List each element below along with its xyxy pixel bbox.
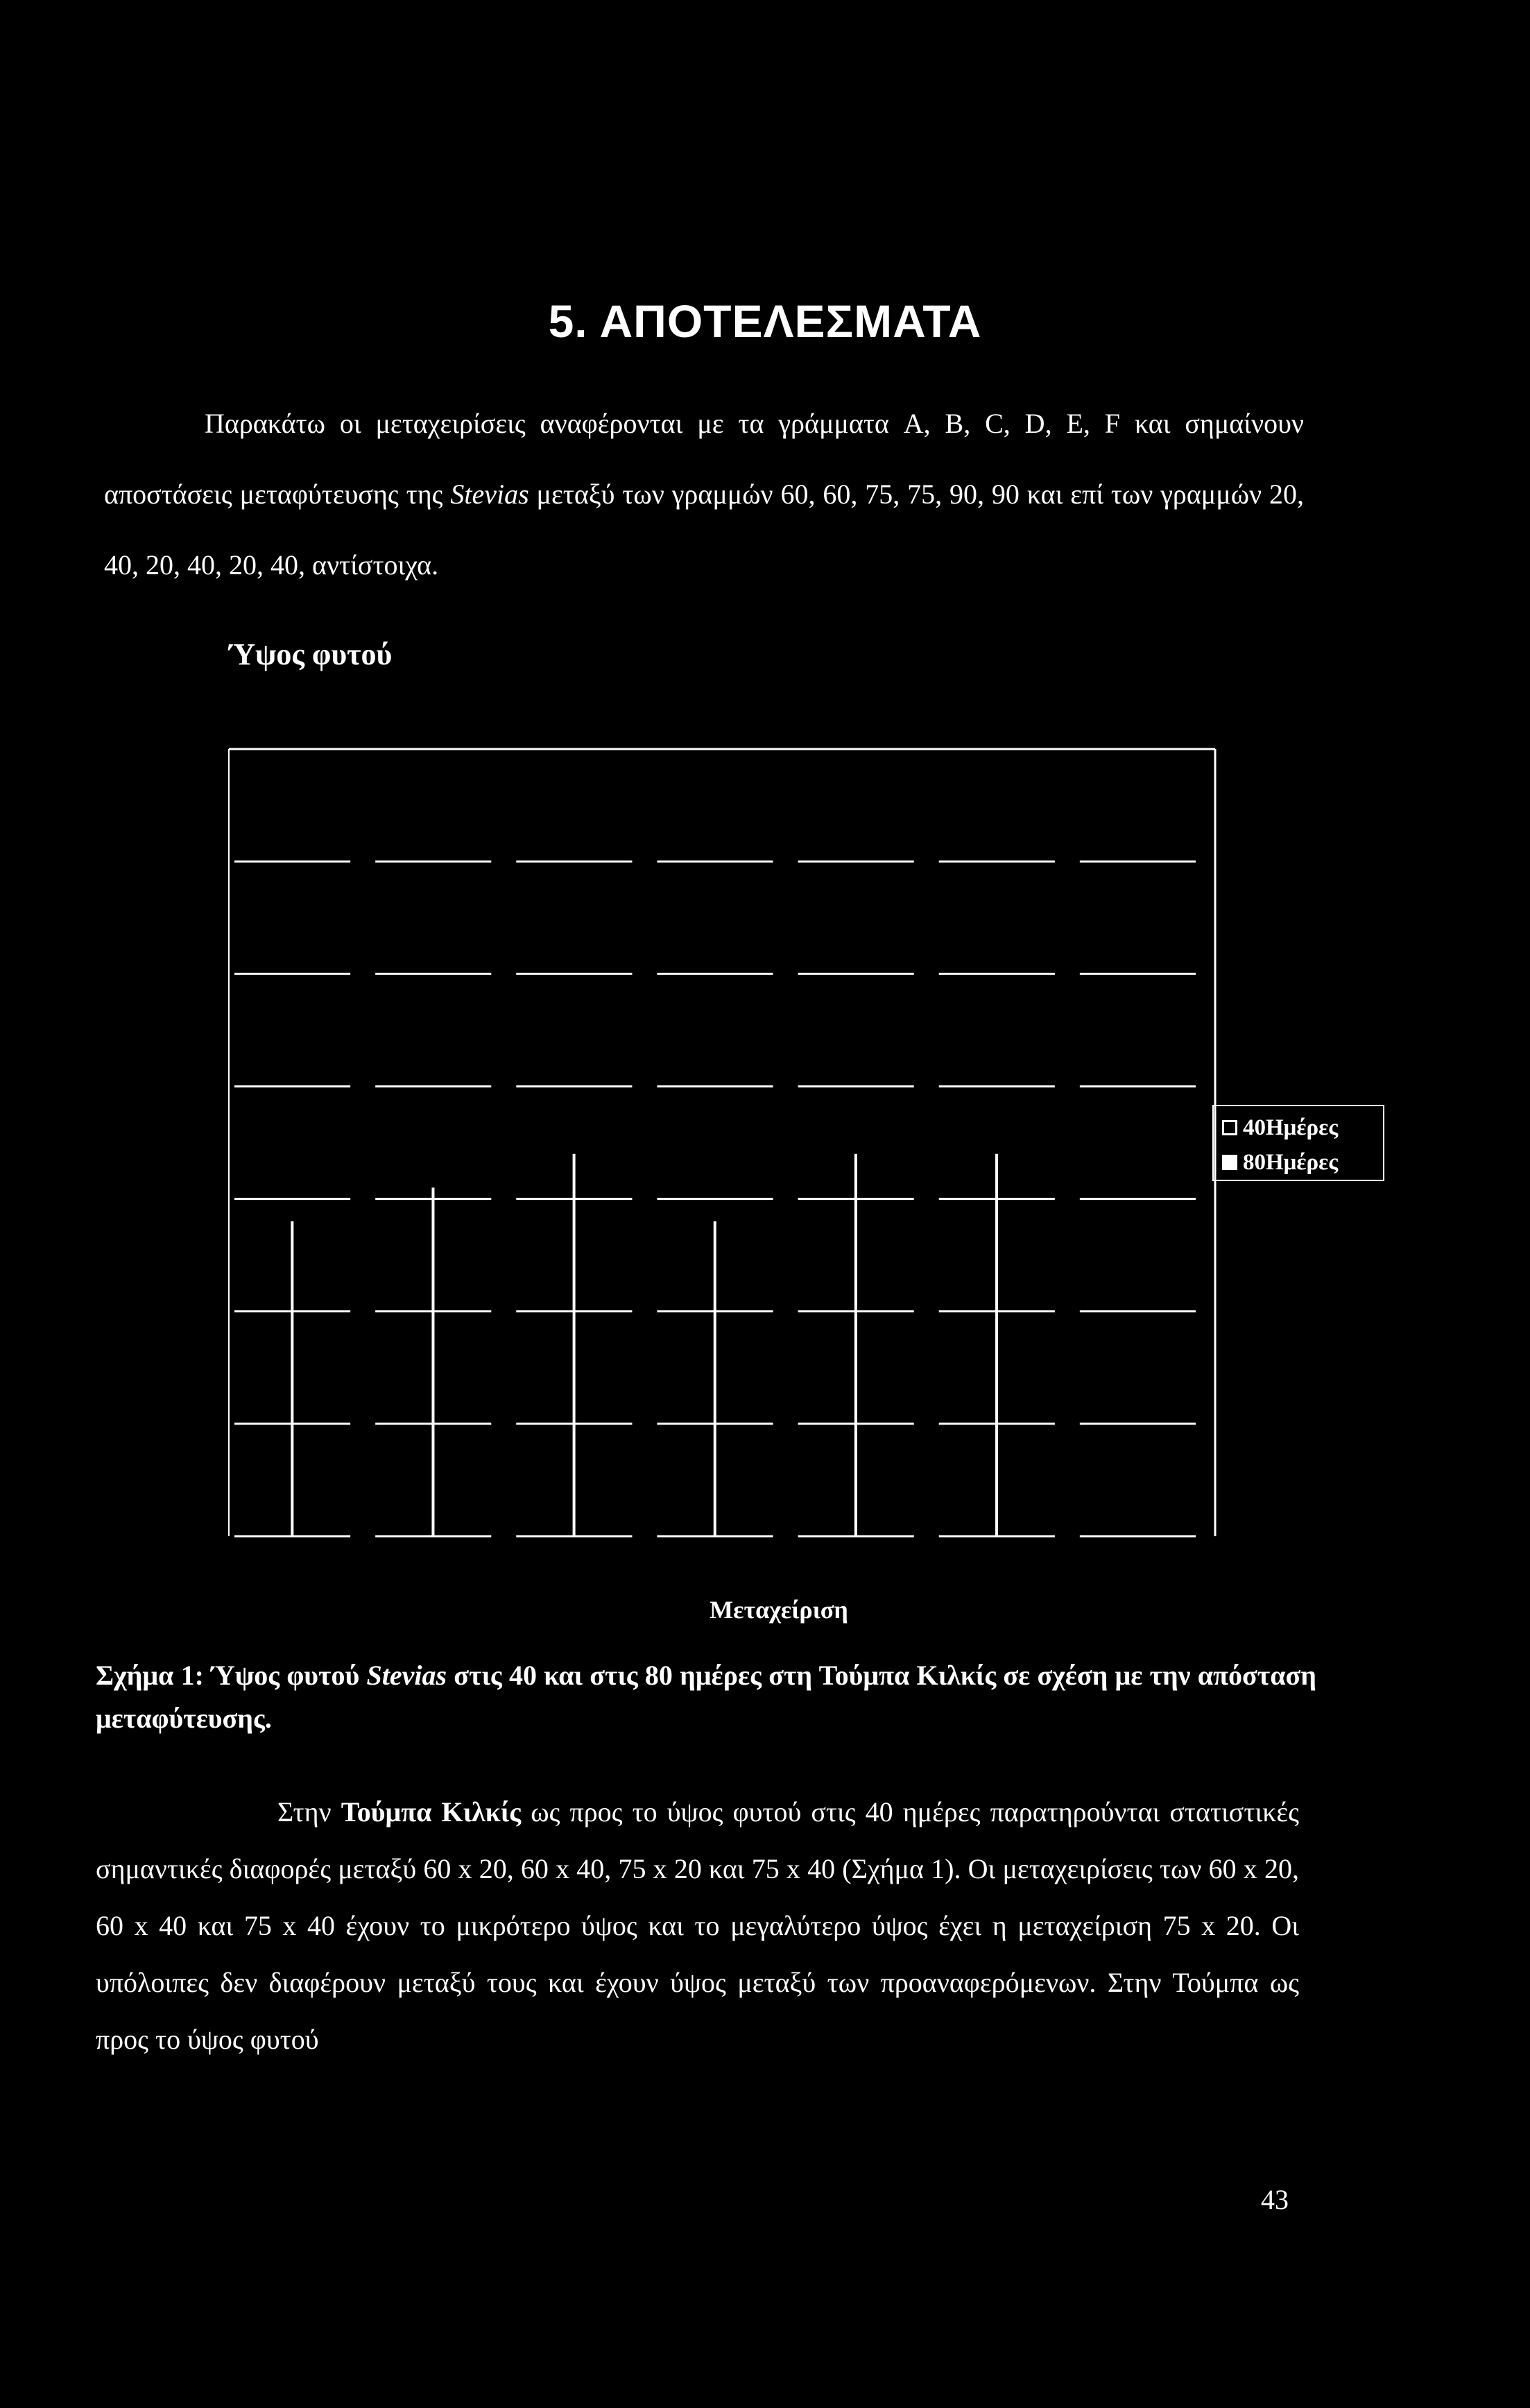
intro-text-2: μεταξύ των γραμμών 60, 60, 75, 75, 90, 90 και επί των γραμμών 20, 40, 20, 40, 20, 40, αντίστοιχα. (104, 479, 1304, 580)
caption-label: Σχήμα 1: Ύψος φυτού (96, 1660, 367, 1691)
body-bold-location: Τούμπα Κιλκίς (341, 1796, 522, 1828)
chart-section-title: Ύψος φυτού (229, 637, 393, 671)
caption-italic-stevias: Stevias (366, 1660, 447, 1691)
section-heading: 5. ΑΠΟΤΕΛΕΣΜΑΤΑ (548, 295, 982, 347)
chart-x-axis-label: Μεταχείριση (710, 1596, 848, 1624)
intro-italic-stevias: Stevias (450, 479, 529, 510)
filled-square-icon (1222, 1155, 1237, 1170)
body-paragraph (96, 1784, 1299, 2068)
legend-label-40-days: 40Ημέρες (1243, 1115, 1339, 1140)
body-text-1: Στην (277, 1796, 341, 1828)
caption-rest: στις 40 και στις 80 ημέρες στη Τούμπα Κιλκίς σε σχέση με την απόσταση μεταφύτευσης. (96, 1660, 1316, 1734)
page-number: 43 (1261, 2184, 1289, 2215)
chart-legend (1212, 1105, 1384, 1181)
figure-caption (96, 1654, 1316, 1740)
legend-item-40-days (1222, 1110, 1383, 1145)
open-square-icon (1222, 1120, 1237, 1135)
body-text-2: ως προς το ύψος φυτού στις 40 ημέρες παρατηρούνται στατιστικές σημαντικές διαφορές μεταξύ 60 x 20, 60 x 40, 75 x 20 και 75 x 40 (Σχήμα 1). Οι μεταχειρίσεις των 60 x 20, 60 x 40 και 75 x 40 έχουν το μικρότερο ύψος και το μεγαλύτερο ύψος έχει η μεταχείριση 75 x 20. Οι υπόλοιπες δεν διαφέρουν μεταξύ τους και έχουν ύψος μεταξύ των προαναφερόμενων. Στην Τούμπα ως προς το ύψος φυτού (96, 1796, 1299, 2055)
legend-label-80-days: 80Ημέρες (1243, 1150, 1339, 1175)
legend-item-80-days (1222, 1145, 1383, 1180)
intro-text-1: Παρακάτω οι μεταχειρίσεις αναφέρονται με τα γράμματα A, B, C, D, E, F και σημαίνουν αποστάσεις μεταφύτευσης της (104, 408, 1304, 510)
